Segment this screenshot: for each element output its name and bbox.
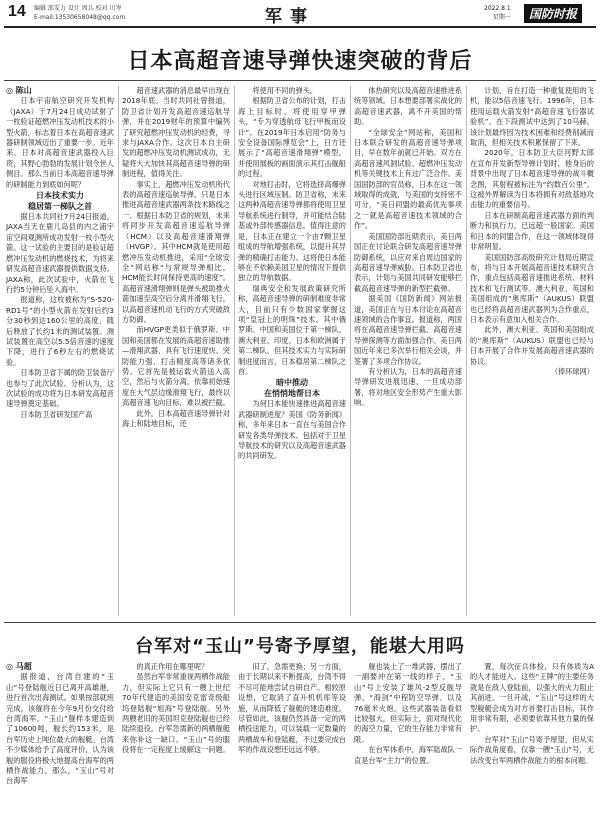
paragraph: 美国国防部近期表示，美日两国正在讨论联合研发高超音速导弹防御系统，以应对来自周边国家的高超音速导弹威胁。日本防卫省也表示，计划与美国共同研发能够拦截高超音速导弹的新型拦截弹。 <box>354 231 462 293</box>
article2-column-1 <box>6 662 114 822</box>
article1-col5-text <box>470 86 594 367</box>
paragraph: 日本防卫省下属的防卫装备厅也参与了此次试验。分析认为，这次试验的成功将为日本研发高超音速导弹奠定基础。 <box>6 368 114 409</box>
paragraph: 根据防卫省公布的计划，打击海上目标时，将使用穿甲弹头，“专为穿透航母飞行甲板而设计”。在2019年日本启用“防务与安全设备国际博览会”上，日方还展示了“高超音速滑翔弹”模型，并使用展板的画面演示其打击舰船的过程。 <box>238 96 346 179</box>
column-divider <box>350 86 351 616</box>
article1-column-5 <box>470 86 594 616</box>
article1-col3-text <box>238 86 346 377</box>
paragraph: 超音速武器的消息最早出现在2018年底。当时共同社曾报道，防卫省计划开发高超音速巡航导弹，并在2019财年的预算中编列了研究超燃冲压发动机的经费，寻求与JAXA合作。这次日本自主研发的超燃冲压发动机测试成功，无疑将大大加快其高超音速导弹的研制进程，值得关注。 <box>122 86 230 179</box>
article1-col3b-text <box>238 399 346 461</box>
paragraph: 日本宇宙航空研究开发机构（JAXA）于7月24日成功试射了一枚验证超燃冲压发动机技术的小型火箭，标志着日本在高超音速武器研制领域迈出了重要一步。近年来，日本对高超音速武器投入巨资，其野心勃勃的发展计划令世人侧目。那么当前日本高超音速导弹的研制能力到底如何呢？ <box>6 96 114 189</box>
paragraph: 日本防卫省研发国产高 <box>20 409 93 419</box>
paragraph: 报道称，这枚被称为“S-520-RD1号”的小型火箭在发射后约3分30秒到达160公里的高度，随后释放了长约1米的测试装置。测试装置在高空以5.5倍音速的速度下降，进行了6秒左右的燃烧试验。 <box>6 295 114 367</box>
credits-line-2: E-mail:13530658048@qq.com <box>34 14 126 21</box>
article2-col1-text <box>6 672 114 786</box>
article2-col4-text <box>354 662 462 766</box>
paragraph: 为何日本能快速推进高超音速武器研制进度？美国《防务新闻》称，多年来日本一直在与美国合作研发各类导弹技术。包括对于卫星导航技术的研究以及高超音速武器的共同研发。 <box>238 399 346 461</box>
paragraph: 瑞典安全和发展政策研究所称，高超音速导弹的研制难度非常大，目前只有少数国家掌握这项“皇冠上的明珠”技术。其中俄罗斯、中国和美国位于第一梯队，澳大利亚、印度、日本和欧洲属于第二梯队。但其技术实力与实际研制进度而言，日本稳居第二梯队之首。 <box>238 283 346 376</box>
newspaper-logo: 国防时报 <box>524 4 582 23</box>
paragraph: 此外，澳大利亚、英国和美国组成的“奥库斯”（AUKUS）联盟也已经与日本开展了合作并发展高超音速武器的协议。 <box>470 325 594 366</box>
column-divider <box>466 86 467 616</box>
article2-author: ◎ 马超 <box>6 662 32 671</box>
article-separator <box>4 622 596 623</box>
article1-signoff: （捧环球网） <box>550 366 594 376</box>
paragraph: 有分析认为，日本的高超音速导弹研发进展迅速，一旦成功部署，将对地区安全形势产生重大影响。 <box>354 366 462 408</box>
column-divider <box>234 86 235 616</box>
headline-rule <box>4 80 596 81</box>
article1-column-1 <box>6 86 114 616</box>
paragraph: 据日本共同社7月24日报道，JAXA当天在鹿儿岛县的内之浦宇宙空间观测所成功发射一枚小型火箭。这一试验的主要目的是验证超燃冲压发动机的燃烧技术，为将来研发高超音速武器提供数据支持。JAXA称，此次试验中，火箭在飞行约5分钟后坠入海中。 <box>6 212 114 294</box>
page-header <box>0 0 600 27</box>
page-number: 14 <box>8 3 26 20</box>
paragraph: 美国国防部高级研究计划局近期宣布，将与日本开展高超音速技术研究合作，重点包括高超音速推进系统、材料技术和飞行测试等。澳大利亚、英国和美国组成的“奥库斯”（AUKUS）联盟也已经将高超音速武器列为合作重点，日本表示有意加入相关合作。 <box>470 252 594 324</box>
article2-col3-text <box>238 662 346 756</box>
article1-headline: 日本高超音速导弹快速突破的背后 <box>127 49 473 74</box>
paragraph: 计划，旨在打造一种重复使用的飞机，能以5倍音速飞行。1996年，日本使用运载火箭发射“高超音速飞行器试验机”，在下段测试中达到了10马赫。该计划最终因为技术困难和经费削减而取消，但相关技术积累保留了下来。 <box>470 86 594 148</box>
article1-col4-text <box>354 86 462 409</box>
article1-col1b-text <box>6 212 114 420</box>
paragraph: 置，每次征兵体检，只有体质为A的人才能进入。这些“王牌”的主要任务就是在敌人登陆前，以强大的火力阻止其前进。一旦开战，“玉山”号这样的大型舰艇会成为对方首要打击目标，其作用非常有限，必须要依靠其他力量的保护。 <box>470 662 594 734</box>
paragraph: 舰也装上了一堆武器，摆出了一副要冲在第一线的样子。“玉山”号上安装了雄风-2型反舰导弹、“海剑”中程防空导弹、以及76毫米火炮。这些武器装备看似比较强大，但实际上，面对现代化的海空力量，它的生存能力非常有限。 <box>354 662 462 744</box>
paragraph: 将使用不同的弹头。 <box>252 86 318 95</box>
paragraph: 此外，日本高超音速导弹针对海上和陆地目标，还 <box>122 408 230 428</box>
paragraph: 台军对“玉山”号寄予厚望，但从实际作战角度看，仅靠一艘“玉山”号，无法改变台军两栖作战能力的根本问题。 <box>470 734 594 765</box>
column-divider <box>118 86 119 616</box>
weekday: 星期一 <box>492 14 511 21</box>
section-title: 军事 <box>265 7 315 27</box>
article1-column-2 <box>122 86 230 616</box>
credits-line-1: 编辑 邵雯力 设计 周兵 校对 川岑 <box>34 5 122 12</box>
article2-column-2 <box>122 662 230 822</box>
paragraph: 据美国《国防新闻》网站报道，美国正在与日本讨论在高超音速领域的合作事宜。报道称，两国将在高超音速导弹拦截、高超音速导弹探测等方面加强合作。美日两国近年来已多次举行相关会谈，并签署了多项合作协议。 <box>354 294 462 366</box>
article1-subhead-1: 日本技术实力 稳居第一梯队之首 <box>28 191 92 212</box>
article1-author: ◎ 陈山 <box>6 86 32 95</box>
header-rule <box>4 26 596 28</box>
paragraph: 虽然台军非常重视两栖作战能力，但实际上它只有一艘上世纪70年代建造的美国安克雷奇级船坞登陆舰“旭海”号登陆舰。另外两艘老旧的美国坦克登陆舰也已经陆续退役。台军急需新的两栖舰艇来弥补这一缺口。“玉山”号的服役将在一定程度上缓解这一问题。 <box>122 672 230 755</box>
paragraph: 2020年，日本防卫大臣河野太郎在宣布开发新型导弹计划时，他身后的背景中出现了日本超音速导弹的战斗概念图，其射程被标注为“约数百公里”。这被外界解读为日本将拥有对敌基地攻击能力的重要信号。 <box>470 148 594 210</box>
paragraph: “全球安全”网站称，美国和日本联合研发的高超音速导弹项目，早在数年前就已开始。双方在高超音速风洞试验、超燃冲压发动机等关键技术上有过广泛合作。美国国防部的官员称，日本在这一领域取得的成就，与美国的支持密不可分，“美日同盟的最高优先事项之一就是高超音速技术领域的合作”。 <box>354 127 462 231</box>
paragraph: 而HVGP更类似于俄罗斯、中国和美国都在发展的高超音速助推—滑翔武器，具有飞行速度快、突防能力强、打击精度高等诸多优势。它首先是被运载火箭送入高空，然后与火箭分离，依靠初始速度在大气层边缘滑翔飞行，最终以高超音速飞向目标，难以被拦截。 <box>122 325 230 408</box>
paragraph: 在台军体系中，海军陆战队一直是台军“主力”的位置。 <box>354 745 462 765</box>
date: 2022.8.1 <box>484 5 511 12</box>
article2-column-3 <box>238 662 346 822</box>
article2-col2-text <box>122 662 230 756</box>
issue-date <box>484 4 511 22</box>
paragraph: 体热研究以及高超音速推进系统等领域。日本想要部署实战化的高超音速武器，离不开美国的帮助。 <box>354 86 462 127</box>
paragraph: 对地打击时，它将选择高爆弹头进行区域压制。防卫省称，未来这两种高超音速导弹都将使用卫星导航系统进行制导，并可能结合陆基或外部传感器信息。值得注意的是，日本正在建立一个由7颗卫星组成的导航增强系统，以提升其导弹的精确打击能力。这将使日本能够在不依赖美国卫星的情况下提供独立的导航数据。 <box>238 179 346 283</box>
paragraph: 事实上，超燃冲压发动机所代表的高超音速巡航导弹，只是日本推进高超音速武器两条技术路线之一。根据日本防卫省的规划，未来将同步开发高超音速巡航导弹（HCM）以及高超音速滑翔弹（HVGP）。其中HCM就是使用超燃冲压发动机推进，采用“全球安全”网站称“与常规导弹相比，HCM能长时间保持更高的速度”。高超音速滑翔弹则是弹头被助推火箭加速至高空后分离并滑翔飞行，以高超音速机动飞行的方式突破敌方防御。 <box>122 179 230 324</box>
article1-col1-text <box>6 96 114 190</box>
article2-column-4 <box>354 662 462 822</box>
editor-credits <box>34 4 125 22</box>
paragraph: 旧了，急需更换；另一方面，由于长期以来不断提高，台湾不得不尽可能地尝试自研自产。相较原设想，它取消了直升机机库等设施，从而降低了舰艇的建造难度。尽管如此，该舰仍然具备一定的两栖投送能力，可以装载一定数量的两栖战车和登陆艇，不过要完成台军的作战设想还远远不够。 <box>238 662 346 755</box>
article2-col5-text <box>470 662 594 766</box>
article1-subhead-2: 暗中推动 在悄悄地帮日本 <box>264 378 320 399</box>
article2-headline: 台军对“玉山”号寄予厚望，能堪大用吗 <box>135 636 465 657</box>
article1-col2-text <box>122 86 230 429</box>
paragraph: 据报道，台湾自建的“玉山”号登陆舰近日已离开高雄港，进行首次出海测试。如果按部就班完成，该舰将在今年9月份交付给台湾海军。“玉山”舰样本建造到了10600吨，舰长约153米，是台军历史上吨位最大的舰艇。台湾不少媒体给予了高度评价，认为该舰的服役将极大地提高台海军的两栖作战能力。那么，“玉山”号对台海军 <box>6 672 114 786</box>
paragraph: 的真正作用在哪里呢？ <box>136 662 209 671</box>
article1-column-3 <box>238 86 346 616</box>
article2-column-5 <box>470 662 594 822</box>
article1-column-4 <box>354 86 462 616</box>
paragraph: 日本在研制高超音速武器方面的判断力和执行力，已远超一般国家。美国和日本的同盟合作，在这一领域体现得非常明显。 <box>470 210 594 252</box>
